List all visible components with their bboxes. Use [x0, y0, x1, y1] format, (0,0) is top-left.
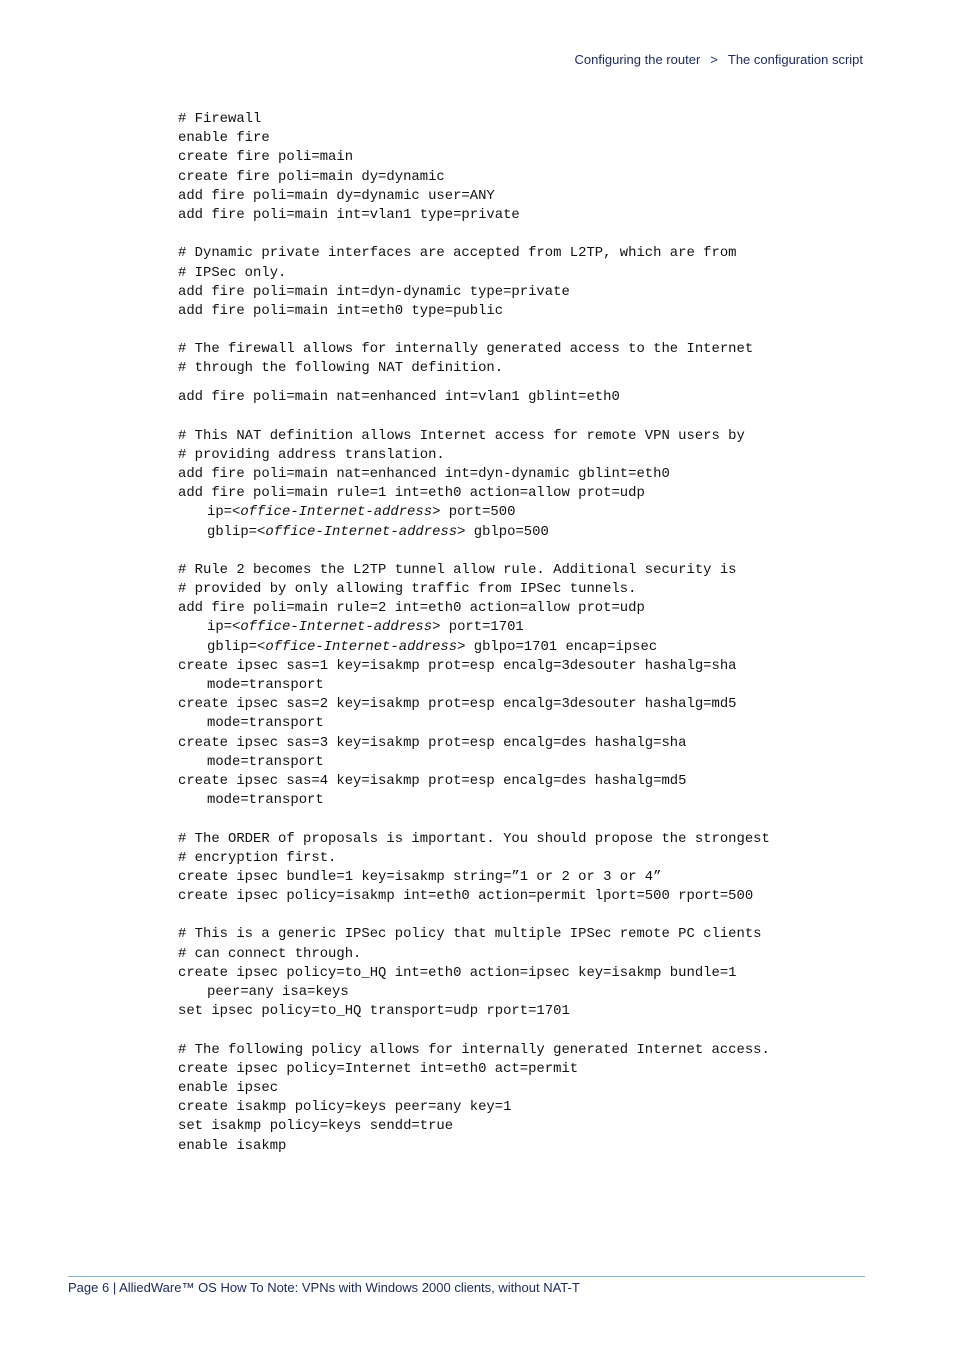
code-line: set ipsec policy=to_HQ transport=udp rport=1701 — [178, 1003, 570, 1020]
code-text: gblip=< — [207, 523, 266, 540]
code-continuation: peer=any isa=keys — [207, 984, 349, 1001]
code-comment: # provided by only allowing traffic from IPSec tunnels. — [178, 581, 637, 598]
page-footer: Page 6 | AlliedWare™ OS How To Note: VPNs with Windows 2000 clients, without NAT-T — [68, 1280, 580, 1295]
code-comment: # through the following NAT definition. — [178, 360, 504, 377]
code-comment: # The following policy allows for internally generated Internet access. — [178, 1041, 770, 1058]
code-comment: # encryption first. — [178, 849, 337, 866]
code-comment: # Rule 2 becomes the L2TP tunnel allow rule. Additional security is — [178, 561, 737, 578]
code-continuation: mode=transport — [207, 753, 324, 770]
code-line: add fire poli=main nat=enhanced int=vlan1 gblint=eth0 — [178, 389, 620, 406]
code-placeholder: office-Internet-address — [265, 638, 458, 655]
blank-line — [178, 810, 770, 829]
code-line: add fire poli=main int=vlan1 type=private — [178, 206, 520, 223]
code-line: add fire poli=main nat=enhanced int=dyn-dynamic gblint=eth0 — [178, 465, 670, 482]
code-text: ip=< — [207, 504, 241, 521]
code-comment: # This NAT definition allows Internet access for remote VPN users by — [178, 427, 745, 444]
code-line: create ipsec sas=1 key=isakmp prot=esp encalg=3desouter hashalg=sha — [178, 657, 737, 674]
code-text: > port=1701 — [432, 619, 524, 636]
footer-divider — [68, 1276, 865, 1277]
code-line: create fire poli=main dy=dynamic — [178, 168, 445, 185]
code-line: create ipsec policy=Internet int=eth0 act=permit — [178, 1060, 579, 1077]
code-placeholder: office-Internet-address — [240, 619, 433, 636]
code-continuation — [178, 523, 770, 542]
code-line: create fire poli=main — [178, 149, 354, 166]
code-continuation: mode=transport — [207, 792, 324, 809]
code-comment: # providing address translation. — [178, 446, 445, 463]
code-line: create ipsec policy=isakmp int=eth0 action=permit lport=500 rport=500 — [178, 888, 754, 905]
code-line: create ipsec sas=3 key=isakmp prot=esp encalg=des hashalg=sha — [178, 734, 687, 751]
code-comment: # This is a generic IPSec policy that multiple IPSec remote PC clients — [178, 926, 762, 943]
code-continuation — [178, 503, 770, 522]
code-text: gblip=< — [207, 638, 266, 655]
code-text: ip=< — [207, 619, 241, 636]
code-line: create ipsec bundle=1 key=isakmp string=”1 or 2 or 3 or 4” — [178, 868, 662, 885]
header-subsection: The configuration script — [727, 52, 863, 67]
code-line: add fire poli=main rule=2 int=eth0 action=allow prot=udp — [178, 600, 645, 617]
header-section: Configuring the router — [574, 52, 701, 67]
code-line: create ipsec sas=2 key=isakmp prot=esp encalg=3desouter hashalg=md5 — [178, 696, 737, 713]
blank-line — [178, 906, 770, 925]
code-line: set isakmp policy=keys sendd=true — [178, 1118, 454, 1135]
code-line: enable ipsec — [178, 1079, 279, 1096]
code-continuation — [178, 638, 770, 657]
blank-line — [178, 379, 770, 389]
code-line: add fire poli=main int=eth0 type=public — [178, 302, 504, 319]
blank-line — [178, 321, 770, 340]
code-line: enable fire — [178, 130, 270, 147]
code-continuation: mode=transport — [207, 715, 324, 732]
blank-line — [178, 225, 770, 244]
code-comment: # IPSec only. — [178, 264, 287, 281]
code-text: > gblpo=1701 encap=ipsec — [457, 638, 658, 655]
code-continuation: mode=transport — [207, 677, 324, 694]
code-line: add fire poli=main int=dyn-dynamic type=private — [178, 283, 570, 300]
code-line: create ipsec sas=4 key=isakmp prot=esp encalg=des hashalg=md5 — [178, 772, 687, 789]
code-line: enable isakmp — [178, 1137, 287, 1154]
code-text: > gblpo=500 — [457, 523, 549, 540]
code-text: > port=500 — [432, 504, 516, 521]
code-placeholder: office-Internet-address — [240, 504, 433, 521]
code-comment: # The firewall allows for internally generated access to the Internet — [178, 341, 754, 358]
code-comment: # Dynamic private interfaces are accepted from L2TP, which are from — [178, 245, 737, 262]
code-comment: # can connect through. — [178, 945, 362, 962]
code-line: add fire poli=main dy=dynamic user=ANY — [178, 187, 495, 204]
blank-line — [178, 542, 770, 561]
code-line: # Firewall — [178, 111, 262, 127]
page-header — [575, 52, 863, 67]
blank-line — [178, 1021, 770, 1040]
header-separator: > — [710, 52, 718, 67]
config-script-block — [178, 110, 770, 1156]
code-line: create ipsec policy=to_HQ int=eth0 action=ipsec key=isakmp bundle=1 — [178, 964, 737, 981]
code-line: create isakmp policy=keys peer=any key=1 — [178, 1099, 512, 1116]
code-continuation — [178, 618, 770, 637]
code-comment: # The ORDER of proposals is important. You should propose the strongest — [178, 830, 770, 847]
code-placeholder: office-Internet-address — [265, 523, 458, 540]
code-line: add fire poli=main rule=1 int=eth0 action=allow prot=udp — [178, 485, 645, 502]
blank-line — [178, 407, 770, 426]
